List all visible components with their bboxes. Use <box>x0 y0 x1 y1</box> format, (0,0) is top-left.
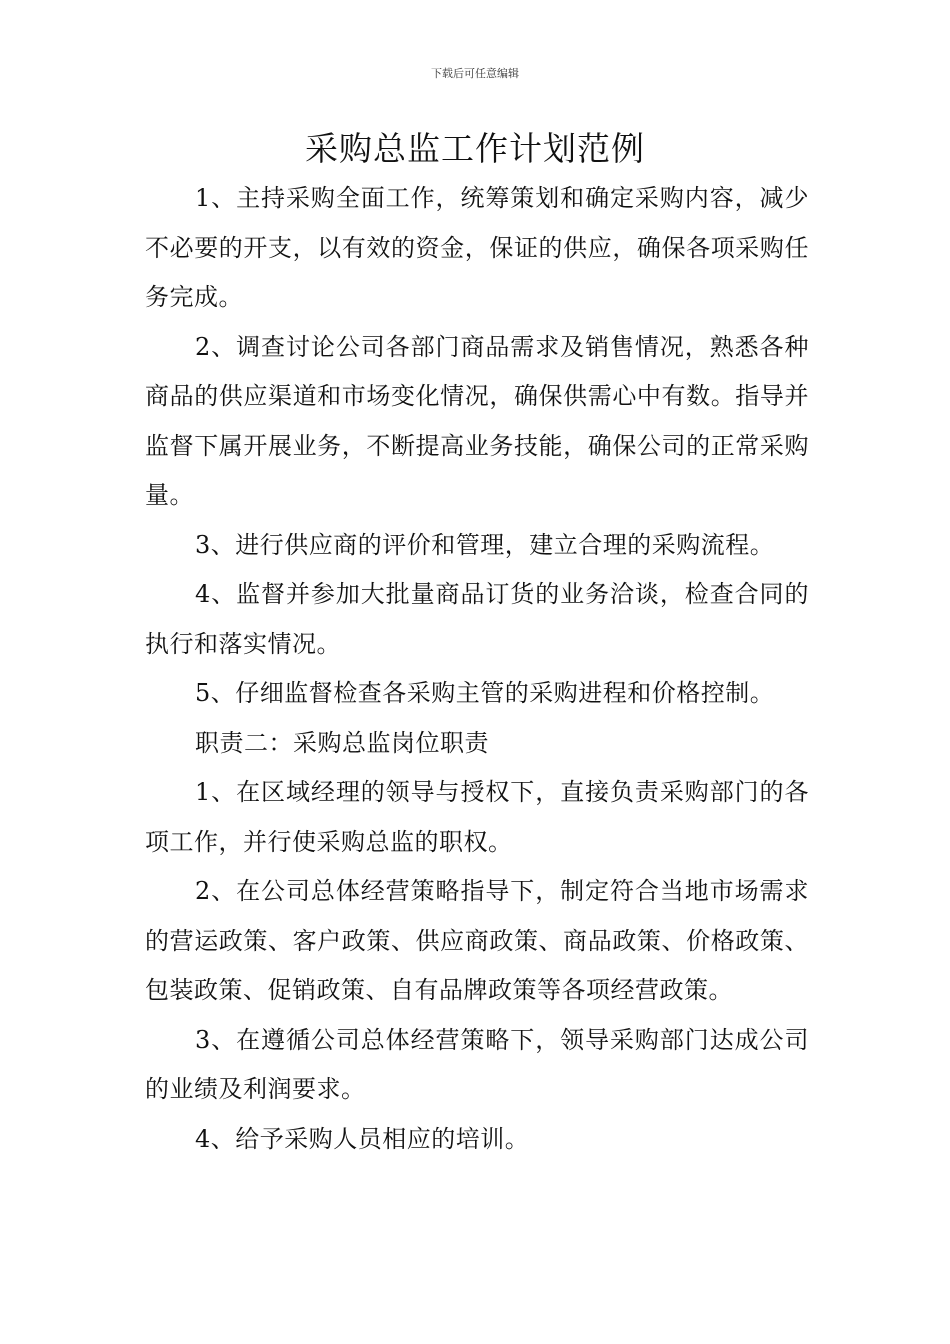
paragraph: 1、主持采购全面工作，统筹策划和确定采购内容，减少不必要的开支，以有效的资金，保证的供应，确保各项采购任务完成。 <box>145 184 809 311</box>
paragraph: 2、在公司总体经营策略指导下，制定符合当地市场需求的营运政策、客户政策、供应商政策、商品政策、价格政策、包装政策、促销政策、自有品牌政策等各项经营政策。 <box>145 877 809 1004</box>
section-heading: 职责二：采购总监岗位职责 <box>195 728 489 757</box>
page-title: 采购总监工作计划范例 <box>305 129 645 168</box>
paragraph: 3、进行供应商的评价和管理，建立合理的采购流程。 <box>195 530 775 559</box>
paragraph: 2、调查讨论公司各部门商品需求及销售情况，熟悉各种商品的供应渠道和市场变化情况，确保供需心中有数。指导并监督下属开展业务，不断提高业务技能，确保公司的正常采购量。 <box>145 332 809 509</box>
paragraph: 4、给予采购人员相应的培训。 <box>195 1124 530 1153</box>
paragraph: 3、在遵循公司总体经营策略下，领导采购部门达成公司的业绩及利润要求。 <box>145 1025 809 1103</box>
header-note: 下载后可任意编辑 <box>431 67 519 80</box>
paragraph: 5、仔细监督检查各采购主管的采购进程和价格控制。 <box>195 679 775 707</box>
paragraph: 4、监督并参加大批量商品订货的业务洽谈，检查合同的执行和落实情况。 <box>145 580 809 658</box>
paragraph: 1、在区域经理的领导与授权下，直接负责采购部门的各项工作，并行使采购总监的职权。 <box>145 778 809 856</box>
document-body <box>145 174 809 1164</box>
